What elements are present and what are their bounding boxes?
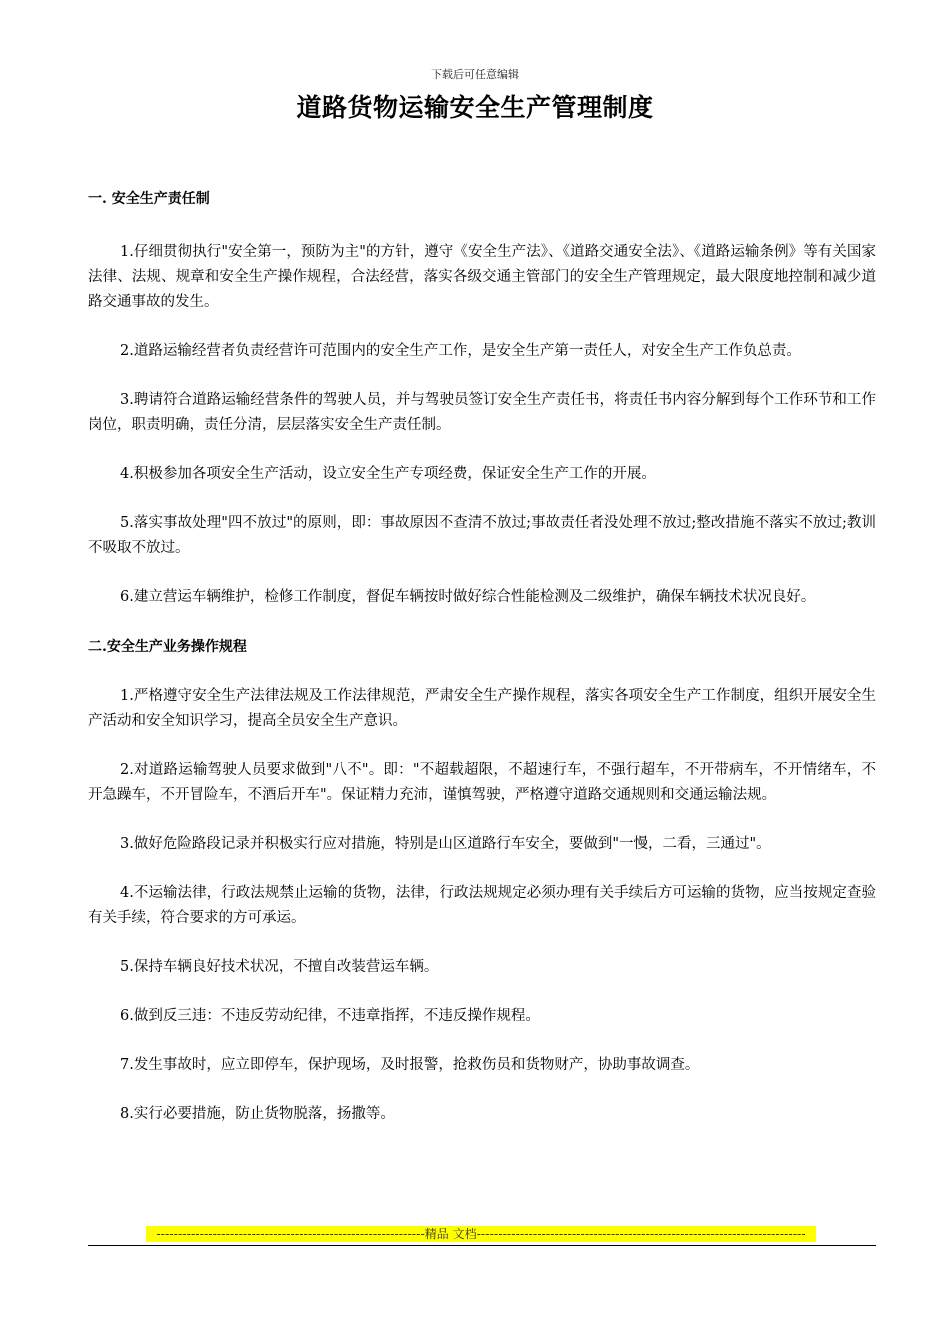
paragraph: 2.对道路运输驾驶人员要求做到"八不"。即："不超载超限，不超速行车，不强行超车，不开带病车，不开情绪车，不开急躁车，不开冒险车，不酒后开车"。保证精力充沛，谨慎驾驶，严格遵守道路交通规则和交通运输法规。 xyxy=(88,762,876,803)
paragraph: 8.实行必要措施，防止货物脱落，扬撒等。 xyxy=(120,1106,395,1122)
paragraph: 5.落实事故处理"四不放过"的原则，即：事故原因不查清不放过;事故责任者没处理不放过;整改措施不落实不放过;教训不吸取不放过。 xyxy=(88,515,876,556)
footer-divider xyxy=(88,1245,876,1246)
paragraph: 6.做到反三违：不违反劳动纪律，不违章指挥，不违反操作规程。 xyxy=(120,1008,540,1024)
paragraph: 5.保持车辆良好技术状况，不擅自改装营运车辆。 xyxy=(120,959,439,975)
page-footer xyxy=(88,1226,876,1246)
document-body xyxy=(88,178,876,1151)
header-note: 下载后可任意编辑 xyxy=(431,68,519,81)
document-title: 道路货物运输安全生产管理制度 xyxy=(296,93,654,122)
paragraph: 3.做好危险路段记录并积极实行应对措施，特别是山区道路行车安全，要做到"一慢，二看，三通过"。 xyxy=(120,836,771,852)
paragraph: 7.发生事故时，应立即停车，保护现场，及时报警，抢救伤员和货物财产，协助事故调查。 xyxy=(120,1057,700,1073)
paragraph: 2.道路运输经营者负责经营许可范围内的安全生产工作，是安全生产第一责任人，对安全生产工作负总责。 xyxy=(120,343,801,359)
paragraph: 1.仔细贯彻执行"安全第一，预防为主"的方针，遵守《安全生产法》、《道路交通安全法》、《道路运输条例》等有关国家法律、法规、规章和安全生产操作规程，合法经营，落实各级交通主管部门的安全生产管理规定，最大限度地控制和减少道路交通事故的发生。 xyxy=(88,244,876,310)
section-heading-2: 二.安全生产业务操作规程 xyxy=(88,639,247,655)
paragraph: 4.不运输法律，行政法规禁止运输的货物，法律，行政法规规定必须办理有关手续后方可运输的货物，应当按规定查验有关手续，符合要求的方可承运。 xyxy=(88,885,876,926)
paragraph: 3.聘请符合道路运输经营条件的驾驶人员，并与驾驶员签订安全生产责任书，将责任书内容分解到每个工作环节和工作岗位，职责明确，责任分清，层层落实安全生产责任制。 xyxy=(88,392,876,433)
paragraph: 4.积极参加各项安全生产活动，设立安全生产专项经费，保证安全生产工作的开展。 xyxy=(120,466,656,482)
footer-watermark-band: --------------------------------------------------------------精品 文档---------------------------------------------------------------------------- xyxy=(146,1226,816,1242)
paragraph: 6.建立营运车辆维护，检修工作制度，督促车辆按时做好综合性能检测及二级维护，确保车辆技术状况良好。 xyxy=(120,589,816,605)
section-heading-1: 一. 安全生产责任制 xyxy=(88,191,210,207)
paragraph: 1.严格遵守安全生产法律法规及工作法律规范，严肃安全生产操作规程，落实各项安全生产工作制度，组织开展安全生产活动和安全知识学习，提高全员安全生产意识。 xyxy=(88,688,876,729)
